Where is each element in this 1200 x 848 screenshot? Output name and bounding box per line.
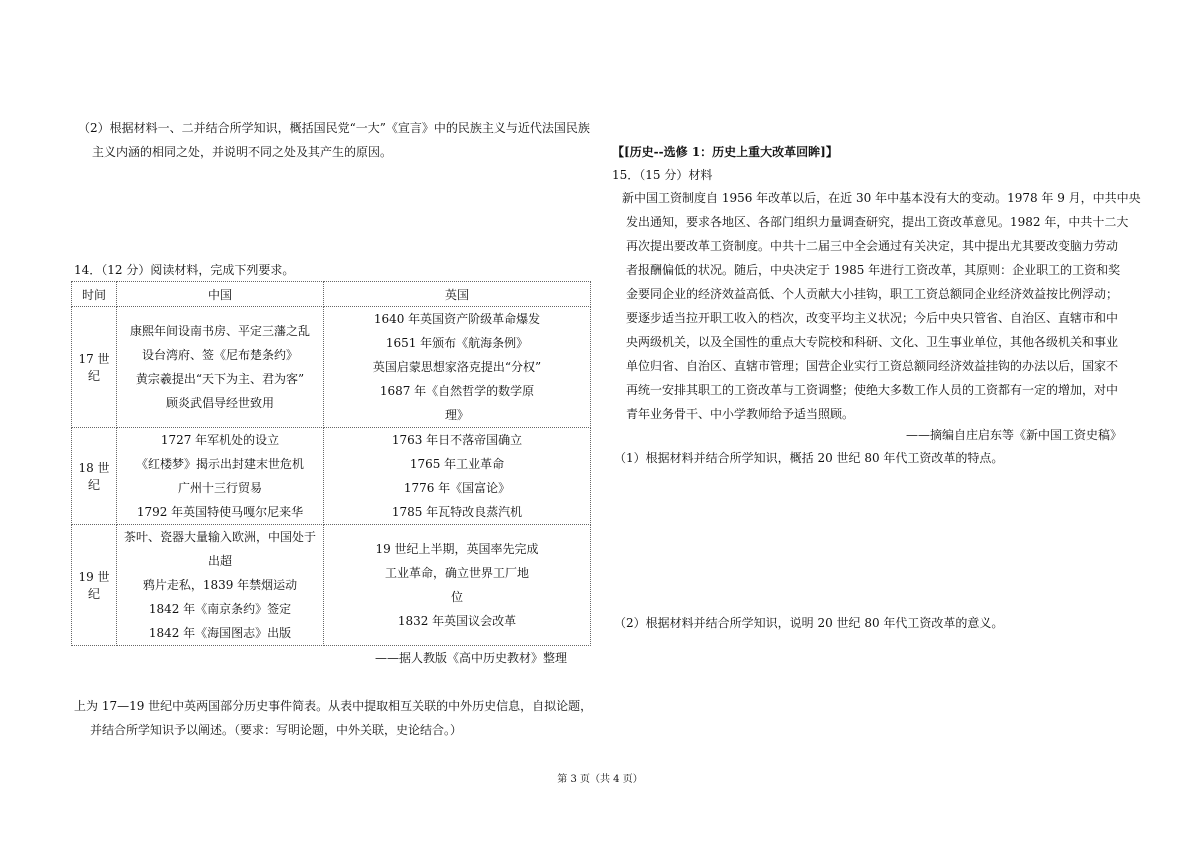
- cell-line: 位: [450, 590, 463, 604]
- q15-part2: （2）根据材料并结合所学知识，说明 20 世纪 80 年代工资改革的意义。: [614, 616, 1004, 630]
- cell-line: 理》: [444, 408, 469, 422]
- britain-cell: [324, 428, 591, 525]
- cell-line: 广州十三行贸易: [177, 481, 262, 495]
- cell-line: 康熙年间设南书房、平定三藩之乱: [129, 324, 310, 338]
- cell-line: 1651 年颁布《航海条例》: [385, 336, 529, 350]
- section-title: 【[历史--选修 1：历史上重大改革回眸]】: [612, 145, 838, 159]
- cell-line: 茶叶、瓷器大量输入欧洲，中国处于: [123, 530, 316, 544]
- cell-line: 《红楼梦》揭示出封建末世危机: [135, 457, 304, 471]
- material-source: ——摘编自庄启东等《新中国工资史稿》: [906, 428, 1123, 442]
- cell-line: 1763 年日不落帝国确立: [391, 433, 523, 447]
- cell-line: 1792 年英国特使马嘎尔尼来华: [136, 505, 304, 519]
- cell-line: 出超: [207, 554, 232, 568]
- cell-line: 顾炎武倡导经世致用: [165, 396, 274, 410]
- material-line: 青年业务骨干、中小学教师给予适当照顾。: [626, 407, 855, 421]
- cell-line: 1687 年《自然哲学的数学原: [379, 384, 535, 398]
- page-number: 第 3 页（共 4 页）: [557, 774, 643, 785]
- material-line: 央两级机关，以及全国性的重点大专院校和科研、文化、卫生事业单位，其他各级机关和事业: [626, 335, 1119, 349]
- cell-line: 1785 年瓦特改良蒸汽机: [391, 505, 523, 519]
- header-china: 中国: [117, 282, 324, 307]
- cell-line: 设台湾府、签《尼布楚条约》: [141, 348, 298, 362]
- history-events-table: [71, 281, 591, 646]
- cell-line: 英国启蒙思想家洛克提出“分权”: [372, 360, 542, 374]
- cell-line: 工业革命，确立世界工厂地: [384, 566, 529, 580]
- table-header-row: [72, 282, 591, 307]
- material-line: 再次提出要改革工资制度。中共十二届三中全会通过有关决定，其中提出尤其要改变脑力劳动: [626, 239, 1119, 253]
- table-row: [72, 525, 591, 646]
- q15-part1: （1）根据材料并结合所学知识，概括 20 世纪 80 年代工资改革的特点。: [614, 451, 1004, 465]
- material-line: 单位归省、自治区、直辖市管理；国营企业实行工资总额同经济效益挂钩的办法以后，国家不: [626, 359, 1119, 373]
- century-cell: 18 世纪: [72, 428, 117, 525]
- table-row: [72, 428, 591, 525]
- cell-line: 19 世纪上半期，英国率先完成: [375, 542, 539, 556]
- header-britain: 英国: [324, 282, 591, 307]
- cell-line: 黄宗羲提出“天下为主、君为客”: [135, 372, 305, 386]
- material-line: 再统一安排其职工的工资改革与工资调整；使绝大多数工作人员的工资都有一定的增加，对中: [626, 383, 1119, 397]
- q14-heading: 14．（12 分）阅读材料，完成下列要求。: [74, 263, 295, 277]
- q15-material: [622, 186, 1141, 426]
- table-source: ——据人教版《高中历史教材》整理: [375, 651, 568, 665]
- material-line: 要逐步适当拉开职工收入的档次，改变平均主义状况；今后中央只管省、自治区、直辖市和中: [626, 311, 1119, 325]
- cell-line: 1842 年《海国图志》出版: [148, 626, 292, 640]
- material-line: 者报酬偏低的状况。随后，中央决定于 1985 年进行工资改革，其原则：企业职工的工资和奖: [626, 263, 1121, 277]
- century-cell: 19 世纪: [72, 525, 117, 646]
- header-time: 时间: [72, 282, 117, 307]
- cell-line: 1727 年军机处的设立: [160, 433, 280, 447]
- cell-line: 1640 年英国资产阶级革命爆发: [373, 312, 541, 326]
- china-cell: [117, 428, 324, 525]
- china-cell: [117, 307, 324, 428]
- cell-line: 1842 年《南京条约》签定: [148, 602, 292, 616]
- cell-line: 1776 年《国富论》: [403, 481, 511, 495]
- cell-line: 鸦片走私，1839 年禁烟运动: [142, 578, 298, 592]
- britain-cell: [324, 525, 591, 646]
- britain-cell: [324, 307, 591, 428]
- cell-line: 1765 年工业革命: [409, 457, 505, 471]
- material-line: 金要同企业的经济效益高低、个人贡献大小挂钩，职工工资总额同企业经济效益按比例浮动；: [626, 287, 1119, 301]
- q13-part2-line1: （2）根据材料一、二并结合所学知识，概括国民党“一大”《宣言》中的民族主义与近代法国民族: [78, 121, 590, 135]
- china-cell: [117, 525, 324, 646]
- q15-heading: 15．（15 分）材料: [612, 168, 713, 182]
- q14-prompt-line1: 上为 17—19 世纪中英两国部分历史事件简表。从表中提取相互关联的中外历史信息，自拟论题，: [74, 699, 593, 713]
- material-line: 发出通知，要求各地区、各部门组织力量调查研究，提出工资改革意见。1982 年，中共十二大: [626, 215, 1129, 229]
- cell-line: 1832 年英国议会改革: [397, 614, 517, 628]
- q13-part2-line2: 主义内涵的相同之处，并说明不同之处及其产生的原因。: [92, 145, 393, 159]
- table-row: [72, 307, 591, 428]
- century-cell: 17 世纪: [72, 307, 117, 428]
- material-line: 新中国工资制度自 1956 年改革以后，在近 30 年中基本没有大的变动。1978 年 9 月，中共中央: [622, 191, 1141, 205]
- q14-prompt-line2: 并结合所学知识予以阐述。（要求：写明论题，中外关联，史论结合。）: [90, 723, 463, 737]
